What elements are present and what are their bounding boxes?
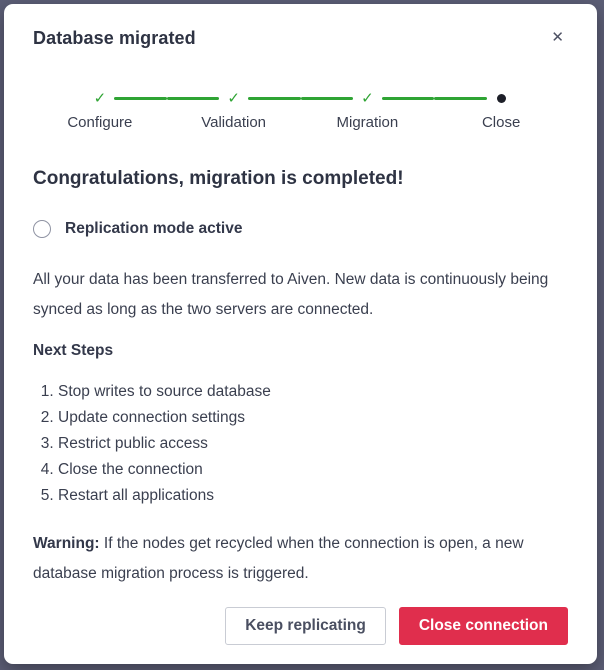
warning-body: If the nodes get recycled when the connection is open, a new database migration process is triggered. [33,535,524,582]
stepper-step-close[interactable] [434,91,568,133]
step-track [301,91,435,106]
replication-mode-label: Replication mode active [65,220,243,237]
close-dialog-button[interactable] [549,28,566,48]
step-label: Migration [336,114,399,131]
connector-line [114,97,167,100]
stepper-step-migration[interactable] [301,91,435,133]
next-steps-list [33,379,568,509]
migration-stepper [33,91,568,133]
step-label: Validation [201,114,267,131]
radio-circle-icon [33,220,51,238]
step-label: Close [481,114,521,131]
next-steps-heading: Next Steps [33,342,114,359]
next-step-item: 1. Stop writes to source database [58,379,568,405]
step-track [33,91,167,106]
next-step-item: 4. Close the connection [58,457,568,483]
step-label: Configure [67,114,133,131]
stepper-step-validation[interactable] [167,91,301,133]
connector-line [167,97,220,100]
dialog-title: Database migrated [33,28,196,48]
next-step-item: 2. Update connection settings [58,405,568,431]
next-step-item: 3. Restrict public access [58,431,568,457]
close-icon: ✕ [551,29,564,46]
dialog-footer [33,607,568,645]
dialog-header [33,26,568,50]
congratulations-heading: Congratulations, migration is completed! [33,168,404,189]
step-complete-check-icon: ✓ [361,90,374,107]
connector-line [434,97,486,100]
connector-line [248,97,301,100]
warning-label: Warning: [33,535,100,552]
step-current-dot-icon [497,94,506,103]
keep-replicating-button[interactable]: Keep replicating [225,607,386,645]
step-track [167,91,301,106]
connector-line [382,97,435,100]
next-step-item: 5. Restart all applications [58,483,568,509]
database-migrated-dialog [4,4,597,664]
step-complete-check-icon: ✓ [93,90,107,107]
connector-line [301,97,354,100]
close-connection-button[interactable]: Close connection [399,607,568,645]
warning-text [33,529,568,589]
replication-mode-radio[interactable] [33,219,568,239]
stepper-step-configure[interactable] [33,91,167,133]
step-track [434,91,568,106]
migration-summary-text: All your data has been transferred to Aiven. New data is continuously being synced as long as the two servers are connected. [33,271,549,318]
step-complete-check-icon: ✓ [227,90,240,107]
